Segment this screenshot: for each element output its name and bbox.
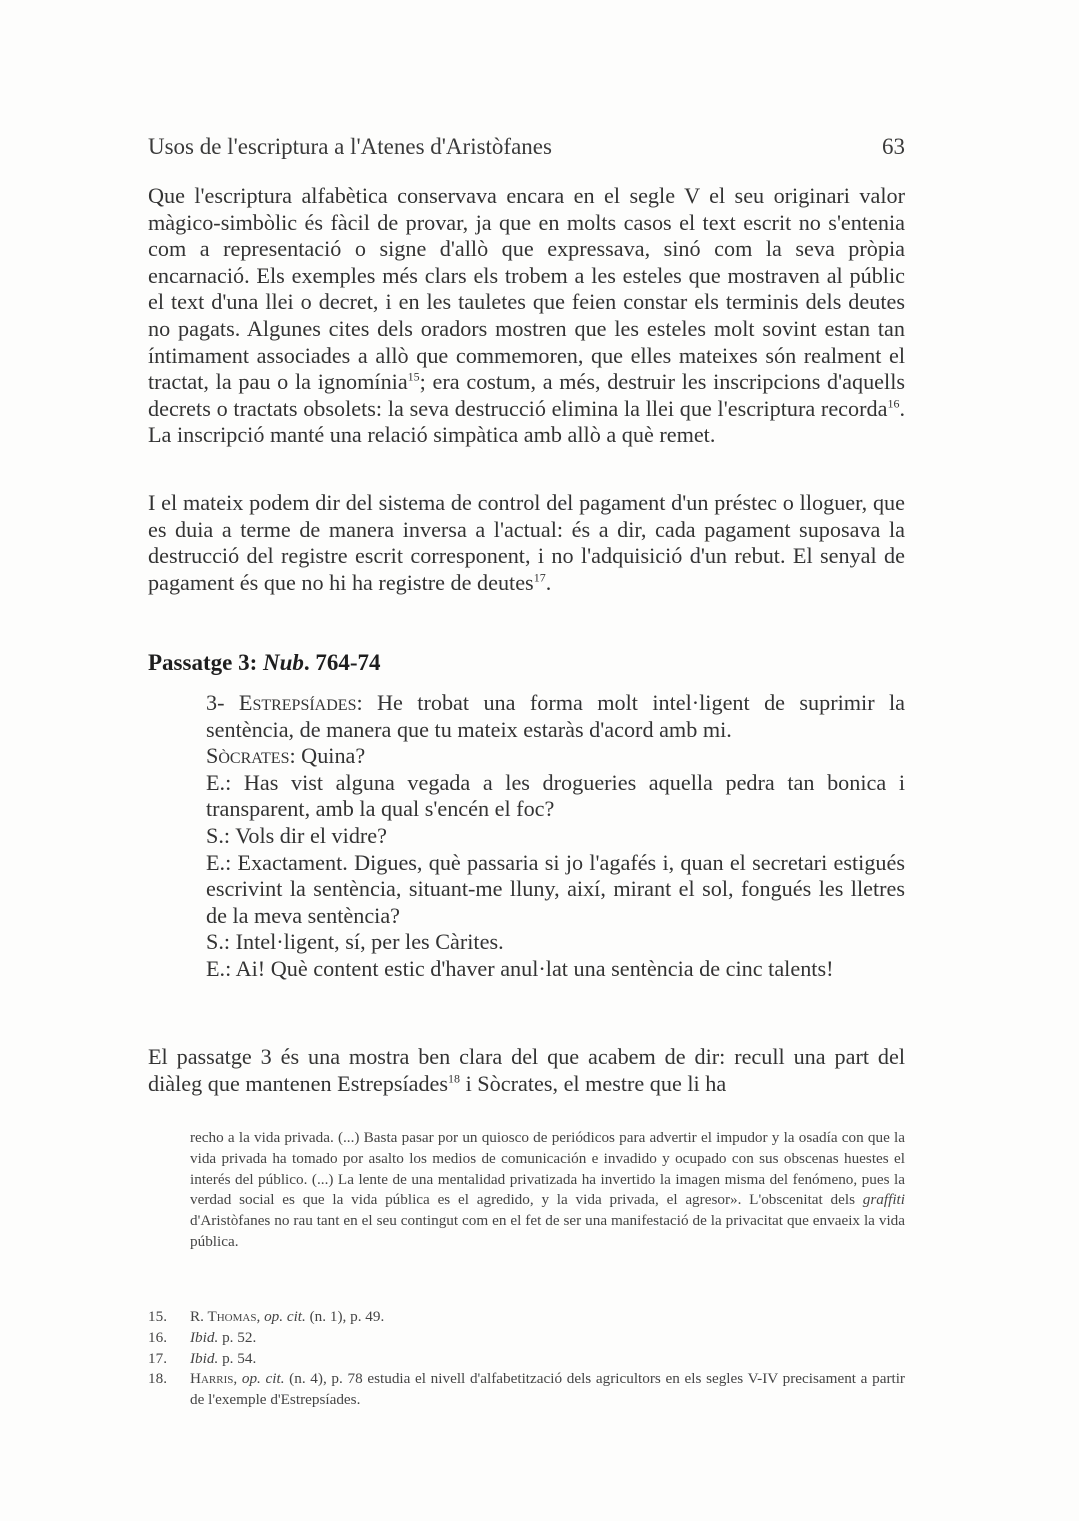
footnote-rest: (n. 4), p. 78 estudia el nivell d'alfabetització dels agricultors en els segles V-IV precisament a partir de l'exemple d'Estrepsíades. — [190, 1370, 905, 1409]
dialogue-text: : Has vist alguna vegada a les drogueries aquella pedra tan bonica i transparent, amb la qual s'encén el foc? — [206, 769, 905, 822]
footnote-continuation-text-a: recho a la vida privada. (...) Basta pasar por un quiosco de periódicos para advertir el impudor y la osadía con que la vida privada ha tomado por asalto los medios de comunicación e invadido y ocupado con sus obscenas huestes el interés del público. (...) La lente de una mentalidad privatizada ha invertido la imagen misma del fenómeno, pues la verdad social es que la vida pública es el agredido, y la vida privada, el agresor». L'obscenitat dels — [190, 1129, 905, 1209]
dialogue-speaker: S. — [206, 929, 224, 955]
dialogue-speaker: Sòcrates — [206, 743, 290, 769]
dialogue-speaker: Estrepsíades — [238, 690, 357, 715]
dialogue-line — [206, 743, 905, 770]
footnote-item — [148, 1328, 905, 1349]
footnote-rest: p. 52. — [218, 1328, 257, 1346]
paragraph-3-text-b: i Sòcrates, el mestre que li ha — [460, 1070, 727, 1096]
dialogue-speaker: E. — [206, 849, 226, 875]
paragraph-1-text-b: ; era costum, a més, destruir les inscripcions d'aquells decrets o tractats obsolets: la seva destrucció elimina la llei que l'escriptura recorda — [148, 369, 905, 421]
footnote-separator: , — [256, 1308, 265, 1325]
paragraph-3-text-a: El passatge 3 és una mostra ben clara del que acabem de dir: recull una part del diàleg que mantenen Estrepsíades — [148, 1044, 905, 1096]
footnote-text — [190, 1307, 905, 1328]
footnote-citation: op. cit. — [241, 1370, 285, 1388]
dialogue-text: : Quina? — [289, 743, 366, 769]
dialogue-line — [206, 956, 905, 983]
footnote-rest: (n. 1), p. 49. — [305, 1308, 385, 1325]
footnote-number: 15. — [148, 1308, 167, 1325]
paragraph-1-text-c: . La inscripció manté una relació simpàtica amb allò a què remet. — [148, 395, 905, 448]
passage-heading — [148, 650, 381, 676]
paragraph-2 — [148, 490, 905, 596]
footnote-citation: op. cit. — [264, 1308, 306, 1325]
paragraph-1-text-a: Que l'escriptura alfabètica conservava encara en el segle V el seu originari valor màgico-simbòlic és fàcil de provar, ja que en molts casos el text escrit no s'entenia com a representació o signe d'allò que expressava, sinó com la seva pròpia encarnació. Els exemples més clars els trobem a les esteles que mostraven al públic el text d'una llei o decret, i en les tauletes que feien constar els terminis dels deutes no pagats. Algunes cites dels oradors mostren que les esteles molt sovint estan tan íntimament associades a allò que commemoren, que elles mateixes són realment el tractat, la pau o la ignomínia — [148, 183, 905, 395]
footnote-item — [148, 1349, 905, 1370]
footnote-item — [148, 1307, 905, 1328]
dialogue-block — [206, 690, 905, 983]
dialogue-text: : Exactament. Digues, què passaria si jo l'agafés i, quan el secretari estigués escrivint la sentència, situant-me lluny, així, mirant el sol, fongués les lletres de la meva sentència? — [206, 849, 905, 928]
dialogue-line — [206, 929, 905, 956]
footnote-ref-15: 15 — [407, 369, 420, 384]
dialogue-line — [206, 823, 905, 850]
dialogue-text: : He trobat una forma molt intel·ligent de suprimir la sentència, de manera que tu mateix estaràs d'acord amb mi. — [206, 690, 905, 742]
running-header — [148, 134, 905, 160]
running-title: Usos de l'escriptura a l'Atenes d'Aristòfanes — [148, 134, 552, 159]
dialogue-speaker: S. — [206, 822, 224, 848]
footnote-continuation-italic: graffiti — [862, 1191, 905, 1209]
footnote-continuation-text-b: d'Aristòfanes no rau tant en el seu contingut com en el fet de ser una manifestació de la privacitat que envaeix la vida pública. — [190, 1212, 905, 1250]
dialogue-text: : Vols dir el vidre? — [223, 822, 387, 848]
footnote-author: Harris — [190, 1370, 234, 1388]
footnote-ref-17: 17 — [533, 570, 546, 585]
footnote-rest: p. 54. — [218, 1349, 257, 1367]
footnote-separator: , — [233, 1370, 242, 1388]
paragraph-2-text-b: . — [545, 569, 552, 595]
dialogue-line — [206, 850, 905, 930]
footnote-author: R. Thomas — [190, 1308, 257, 1325]
passage-heading-work: Nub — [262, 650, 304, 675]
footnote-item — [148, 1369, 905, 1411]
footnote-continuation — [190, 1128, 905, 1253]
paragraph-3 — [148, 1044, 905, 1097]
dialogue-prefix: 3- — [206, 690, 239, 715]
footnote-citation: Ibid. — [190, 1349, 219, 1367]
footnote-text — [190, 1349, 905, 1370]
footnote-number: 17. — [148, 1349, 167, 1367]
paragraph-1 — [148, 183, 905, 449]
footnote-text — [190, 1328, 905, 1349]
dialogue-speaker: E. — [206, 769, 226, 795]
footnote-number: 16. — [148, 1328, 167, 1346]
dialogue-speaker: E. — [206, 955, 226, 981]
page-number: 63 — [882, 134, 905, 159]
paragraph-2-text-a: I el mateix podem dir del sistema de control del pagament d'un préstec o lloguer, que es duia a terme de manera inversa a l'actual: és a dir, cada pagament suposava la destrucció del registre escrit corresponent, i no l'adquisició d'un rebut. El senyal de pagament és que no hi ha registre de deutes — [148, 490, 905, 595]
passage-heading-suffix: . 764-74 — [303, 650, 381, 675]
footnote-ref-18: 18 — [448, 1071, 461, 1086]
footnote-citation: Ibid. — [190, 1328, 219, 1346]
footnote-ref-16: 16 — [887, 396, 900, 411]
passage-heading-prefix: Passatge 3: — [148, 650, 263, 675]
footnote-list — [148, 1307, 905, 1411]
dialogue-text: : Intel·ligent, sí, per les Càrites. — [223, 929, 504, 955]
dialogue-line — [206, 770, 905, 823]
dialogue-line — [206, 690, 905, 743]
footnote-number: 18. — [148, 1370, 167, 1388]
dialogue-text: : Ai! Què content estic d'haver anul·lat una sentència de cinc talents! — [225, 955, 834, 981]
footnote-text — [190, 1369, 905, 1411]
